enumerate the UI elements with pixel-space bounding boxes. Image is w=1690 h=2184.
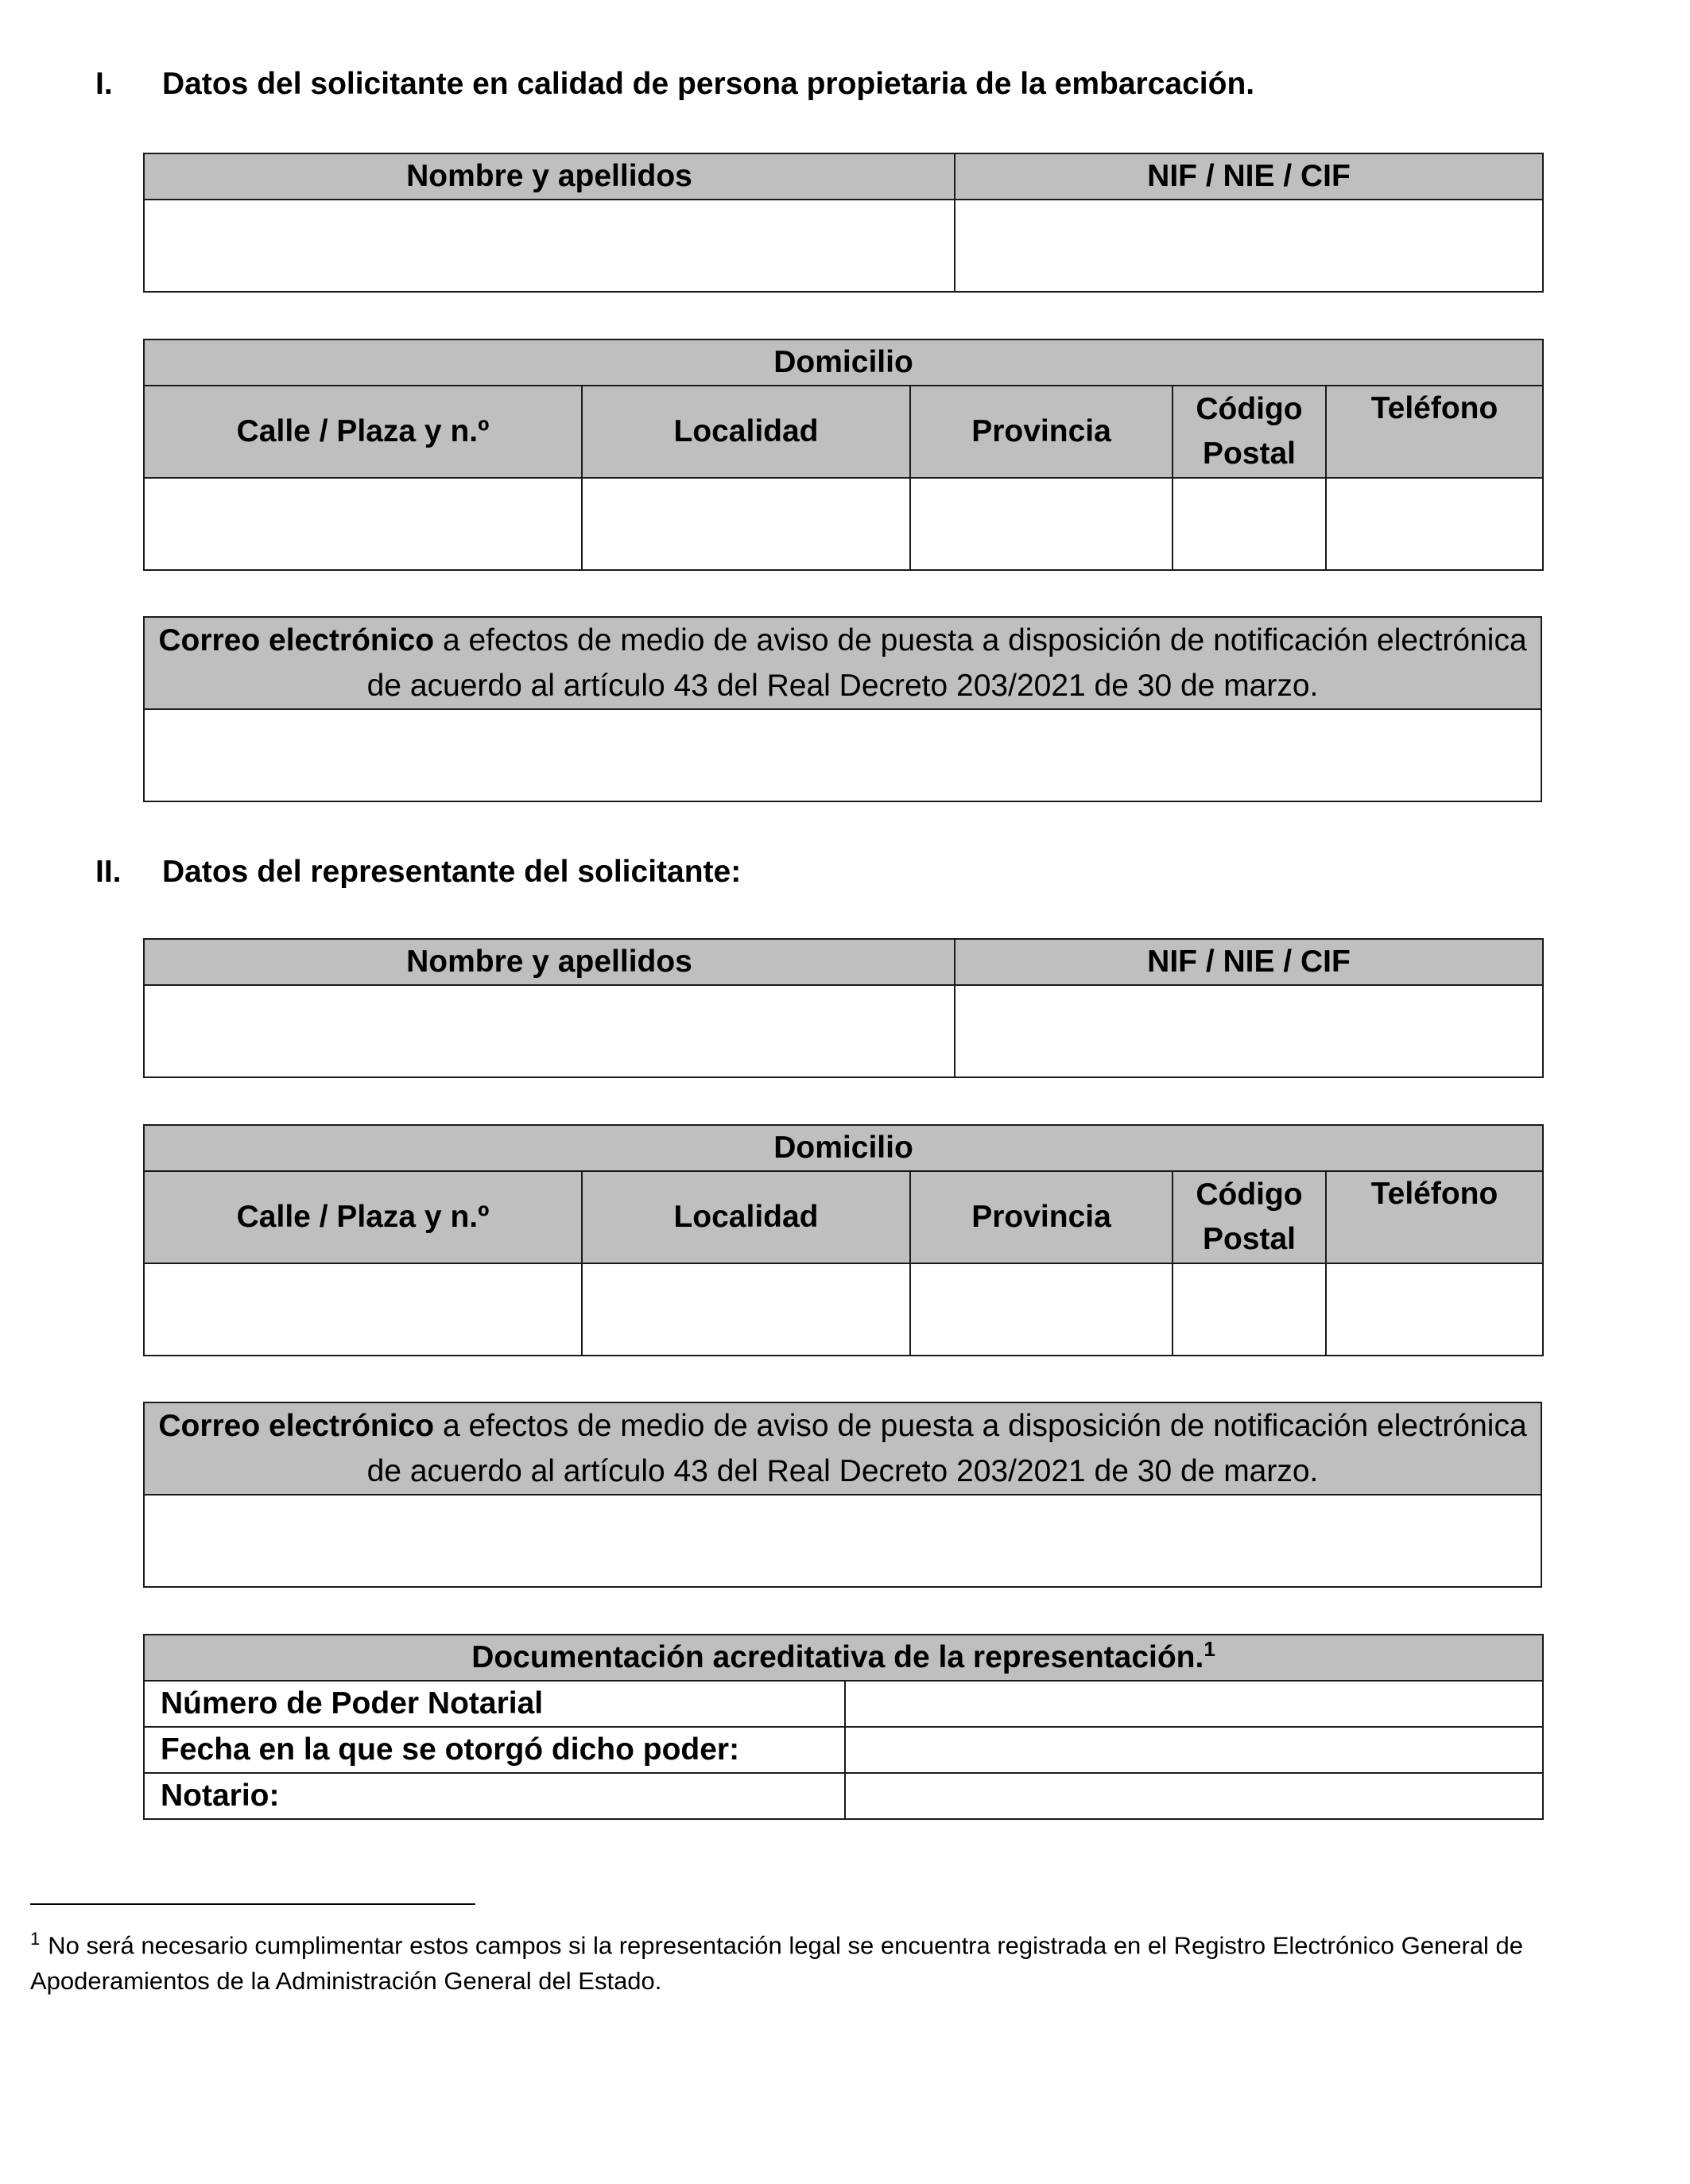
- representative-email-field[interactable]: [144, 1495, 1541, 1587]
- owner-phone-header: Teléfono: [1326, 386, 1543, 478]
- representative-phone-field[interactable]: [1326, 1263, 1543, 1356]
- representative-address-title: Domicilio: [144, 1125, 1543, 1171]
- representative-province-header: Provincia: [910, 1171, 1173, 1263]
- owner-postal-code-field[interactable]: [1173, 478, 1326, 570]
- representative-street-header: Calle / Plaza y n.º: [144, 1171, 582, 1263]
- section-2-number: II.: [95, 855, 122, 889]
- section-1-number: I.: [95, 67, 113, 101]
- representative-email-table: [143, 1402, 1542, 1588]
- owner-email-table: [143, 616, 1542, 802]
- owner-name-header: Nombre y apellidos: [144, 153, 955, 200]
- owner-locality-field[interactable]: [582, 478, 910, 570]
- owner-province-header: Provincia: [910, 386, 1173, 478]
- owner-email-header: [144, 617, 1541, 709]
- representative-email-header: [144, 1402, 1541, 1495]
- representation-documents-table: [143, 1634, 1544, 1820]
- representative-phone-header: Teléfono: [1326, 1171, 1543, 1263]
- representative-province-field[interactable]: [910, 1263, 1173, 1356]
- owner-street-field[interactable]: [144, 478, 582, 570]
- power-of-attorney-number-field[interactable]: [845, 1681, 1543, 1727]
- section-1-heading: [95, 60, 1254, 108]
- owner-id-header: NIF / NIE / CIF: [955, 153, 1543, 200]
- power-granted-date-label: Fecha en la que se otorgó dicho poder:: [144, 1727, 845, 1773]
- power-of-attorney-number-label: Número de Poder Notarial: [144, 1681, 845, 1727]
- representative-locality-field[interactable]: [582, 1263, 910, 1356]
- representative-email-header-bold: Correo electrónico: [158, 1409, 435, 1443]
- section-1-title: Datos del solicitante en calidad de persona propietaria de la embarcación.: [162, 67, 1255, 101]
- representative-locality-header: Localidad: [582, 1171, 910, 1263]
- representative-id-header: NIF / NIE / CIF: [955, 939, 1543, 985]
- owner-postal-code-header: Código Postal: [1173, 386, 1326, 478]
- owner-name-field[interactable]: [144, 200, 955, 292]
- notary-field[interactable]: [845, 1773, 1543, 1819]
- footnote-text: No será necesario cumplimentar estos campos si la representación legal se encuentra registrada en el Registro Electrónico General de Apoderamientos de la Administración General del Estado.: [30, 1931, 1524, 1996]
- owner-street-header: Calle / Plaza y n.º: [144, 386, 582, 478]
- section-2-title: Datos del representante del solicitante:: [162, 855, 742, 889]
- footnote: [30, 1921, 1636, 1999]
- owner-locality-header: Localidad: [582, 386, 910, 478]
- representative-identity-table: [143, 938, 1544, 1078]
- representative-name-field[interactable]: [144, 985, 955, 1077]
- owner-email-header-bold: Correo electrónico: [158, 623, 435, 658]
- footnote-reference: 1: [1204, 1637, 1215, 1661]
- owner-province-field[interactable]: [910, 478, 1173, 570]
- representative-email-header-text: a efectos de medio de aviso de puesta a disposición de notificación electrónica de acuerdo al artículo 43 del Real Decreto 203/2021 de 30 de marzo.: [366, 1409, 1527, 1488]
- owner-address-table: [143, 339, 1544, 571]
- representation-documents-title-text: Documentación acreditativa de la representación.: [471, 1640, 1204, 1674]
- owner-phone-field[interactable]: [1326, 478, 1543, 570]
- footnote-separator: [30, 1903, 475, 1905]
- owner-identity-table: [143, 153, 1544, 293]
- owner-address-title: Domicilio: [144, 339, 1543, 386]
- representative-postal-code-header: Código Postal: [1173, 1171, 1326, 1263]
- representative-postal-code-field[interactable]: [1173, 1263, 1326, 1356]
- owner-id-field[interactable]: [955, 200, 1543, 292]
- section-2-heading: [95, 848, 741, 896]
- owner-email-header-text: a efectos de medio de aviso de puesta a disposición de notificación electrónica de acuerdo al artículo 43 del Real Decreto 203/2021 de 30 de marzo.: [366, 623, 1527, 703]
- representative-id-field[interactable]: [955, 985, 1543, 1077]
- notary-label: Notario:: [144, 1773, 845, 1819]
- footnote-number: 1: [30, 1929, 41, 1949]
- power-granted-date-field[interactable]: [845, 1727, 1543, 1773]
- representative-name-header: Nombre y apellidos: [144, 939, 955, 985]
- representative-street-field[interactable]: [144, 1263, 582, 1356]
- representative-address-table: [143, 1124, 1544, 1356]
- owner-email-field[interactable]: [144, 709, 1541, 801]
- representation-documents-title: [144, 1635, 1543, 1681]
